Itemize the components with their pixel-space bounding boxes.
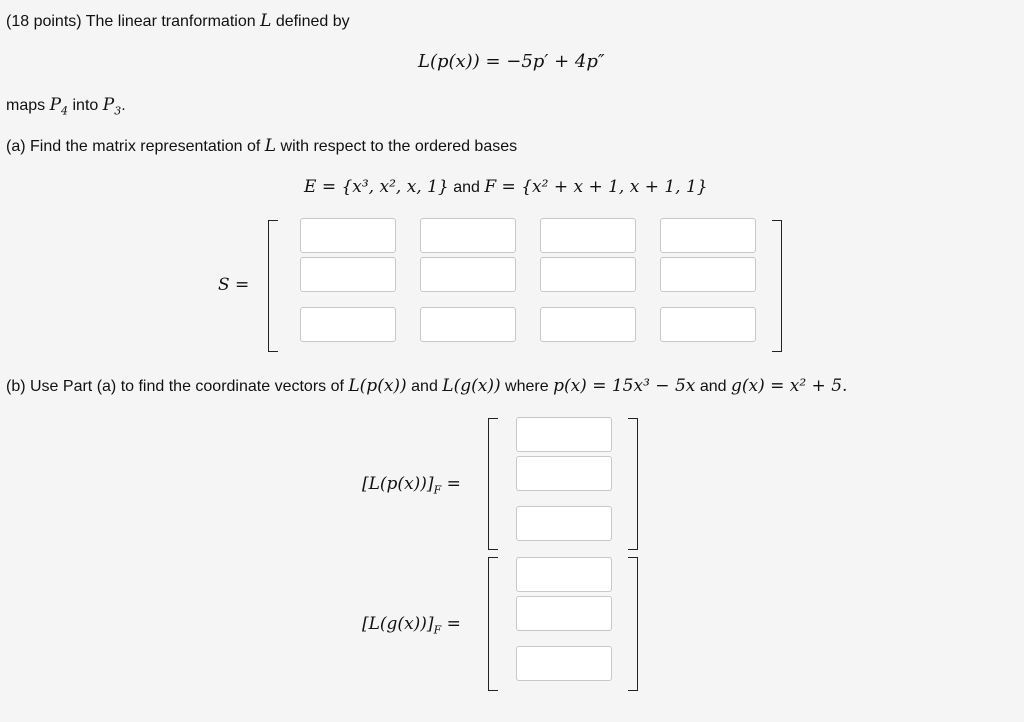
part-b-Lp: L(p(x)) [348, 376, 407, 396]
intro-suffix: defined by [275, 13, 350, 30]
vec-p-left-bracket [488, 418, 498, 550]
matrix-entry-r1-c3[interactable] [540, 218, 636, 253]
intro-text: (18 points) The linear tranformation [6, 13, 256, 30]
part-b-Lg: L(g(x)) [442, 376, 501, 396]
maps-line: maps $P_4$ into $P_3$. [6, 95, 126, 118]
part-b-and2: and [699, 378, 727, 395]
part-b-p-def: p(x) = 15x³ − 5x [553, 376, 696, 396]
part-a-suffix: with respect to the ordered bases [280, 138, 518, 155]
matrix-label: S = [218, 275, 250, 295]
matrix-entry-r2-c1[interactable] [300, 257, 396, 292]
part-b-prompt [6, 376, 847, 396]
vec-p-entry-1[interactable] [516, 417, 612, 452]
into-text: into [72, 97, 99, 114]
vec-p-entry-3[interactable] [516, 506, 612, 541]
matrix-right-bracket [772, 220, 782, 352]
vec-p-label: $[L(p(x))]_F$ = [362, 474, 461, 497]
matrix-entry-r3-c3[interactable] [540, 307, 636, 342]
vec-g-entry-2[interactable] [516, 596, 612, 631]
part-a-prompt [6, 136, 517, 156]
matrix-entry-r3-c1[interactable] [300, 307, 396, 342]
matrix-entry-r1-c4[interactable] [660, 218, 756, 253]
part-b-g-def: g(x) = x² + 5. [730, 376, 848, 396]
vec-g-label: $[L(g(x))]_F$ = [362, 614, 461, 637]
problem-intro [6, 11, 350, 31]
vec-p-entry-2[interactable] [516, 456, 612, 491]
part-b-text: (b) Use Part (a) to find the coordinate vectors of [6, 378, 344, 395]
vec-g-entry-3[interactable] [516, 646, 612, 681]
vec-g-right-bracket [628, 557, 638, 691]
space-P4: $P_4$ [49, 95, 69, 118]
intro-var-L: L [260, 11, 272, 31]
vec-g-left-bracket [488, 557, 498, 691]
basis-and: and [453, 179, 480, 196]
matrix-entry-r1-c2[interactable] [420, 218, 516, 253]
transformation-equation: L(p(x)) = −5p′ + 4p″ [418, 51, 605, 72]
matrix-entry-r2-c4[interactable] [660, 257, 756, 292]
part-a-var-L: L [264, 136, 277, 156]
part-b-where: where [505, 378, 549, 395]
part-a-text: (a) Find the matrix representation of [6, 138, 261, 155]
maps-text: maps [6, 97, 46, 114]
vec-p-right-bracket [628, 418, 638, 550]
basis-F: F = {x² + x + 1, x + 1, 1} [484, 177, 708, 197]
bases-line [304, 177, 708, 197]
matrix-entry-r2-c2[interactable] [420, 257, 516, 292]
vec-g-entry-1[interactable] [516, 557, 612, 592]
matrix-entry-r1-c1[interactable] [300, 218, 396, 253]
matrix-entry-r3-c2[interactable] [420, 307, 516, 342]
part-b-and1: and [411, 378, 438, 395]
matrix-left-bracket [268, 220, 278, 352]
space-P3: $P_3$ [102, 95, 122, 118]
matrix-entry-r2-c3[interactable] [540, 257, 636, 292]
basis-E: E = {x³, x², x, 1} [304, 177, 449, 197]
matrix-entry-r3-c4[interactable] [660, 307, 756, 342]
